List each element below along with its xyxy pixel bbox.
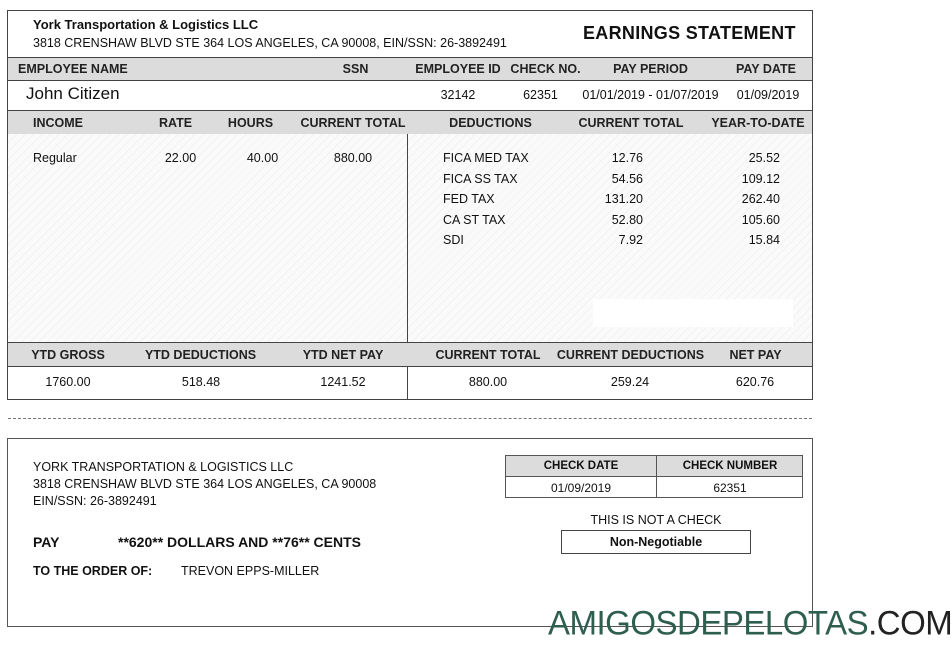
summary-header-row (7, 342, 813, 367)
deductions-current-total-header: CURRENT TOTAL (578, 115, 684, 130)
payee-name: TREVON EPPS-MILLER (181, 564, 320, 578)
deduction-current: 12.76 (611, 151, 643, 165)
deduction-label: FICA SS TAX (443, 172, 518, 186)
deductions-header: DEDUCTIONS (449, 115, 532, 130)
income-rate: 22.00 (164, 151, 197, 165)
summary-divider (407, 366, 408, 399)
document-title: EARNINGS STATEMENT (583, 23, 796, 43)
check-company-ein: EIN/SSN: 26-3892491 (33, 494, 157, 508)
check-company-name: YORK TRANSPORTATION & LOGISTICS LLC (33, 460, 294, 474)
company-header-box (7, 10, 813, 58)
summary-value-row (7, 366, 813, 400)
order-label: TO THE ORDER OF: (33, 564, 153, 578)
not-a-check-notice: THIS IS NOT A CHECK (590, 513, 722, 527)
deduction-current: 54.56 (611, 172, 643, 186)
ytd-net-pay-value: 1241.52 (320, 375, 366, 389)
check-date-label: CHECK DATE (543, 460, 619, 472)
pay-amount-words: **620** DOLLARS AND **76** CENTS (118, 534, 361, 550)
deduction-ytd: 105.60 (741, 213, 780, 227)
net-pay-value: 620.76 (735, 375, 775, 389)
current-total-summary-header: CURRENT TOTAL (435, 347, 541, 362)
tear-line (8, 418, 812, 419)
non-negotiable-text: Non-Negotiable (609, 535, 703, 549)
pay-label: PAY (33, 534, 60, 550)
ytd-gross-header: YTD GROSS (31, 347, 105, 362)
deduction-label: FED TAX (443, 192, 495, 206)
income-hours: 40.00 (246, 151, 279, 165)
deduction-ytd: 262.40 (741, 192, 780, 206)
deduction-ytd: 109.12 (741, 172, 780, 186)
check-box (7, 438, 813, 627)
income-label: Regular (33, 151, 77, 165)
hours-header: HOURS (227, 115, 274, 130)
ytd-net-pay-header: YTD NET PAY (302, 347, 384, 362)
deduction-current: 131.20 (604, 192, 643, 206)
employee-id-value: 32142 (440, 88, 476, 102)
column-divider (407, 134, 408, 342)
blank-patch (593, 299, 793, 327)
ytd-deductions-header: YTD DEDUCTIONS (144, 347, 257, 362)
ytd-gross-value: 1760.00 (45, 375, 91, 389)
deduction-ytd: 15.84 (748, 233, 780, 247)
ytd-deductions-value: 518.48 (181, 375, 221, 389)
rate-header: RATE (158, 115, 193, 130)
deduction-ytd: 25.52 (748, 151, 780, 165)
employee-value-row (7, 80, 813, 111)
current-total-value: 880.00 (468, 375, 508, 389)
check-number-value: 62351 (713, 481, 747, 495)
employee-header-row (7, 57, 813, 81)
company-name: York Transportation & Logistics LLC (33, 17, 259, 32)
current-deductions-header: CURRENT DEDUCTIONS (556, 347, 705, 362)
check-no-value: 62351 (523, 88, 558, 102)
pay-period-value: 01/01/2019 - 01/07/2019 (582, 88, 719, 102)
company-address: 3818 CRENSHAW BLVD STE 364 LOS ANGELES, CA 90008, EIN/SSN: 26-3892491 (33, 36, 507, 50)
earnings-header-row (7, 110, 813, 135)
deduction-label: CA ST TAX (443, 213, 506, 227)
income-total: 880.00 (333, 151, 373, 165)
current-deductions-value: 259.24 (610, 375, 650, 389)
check-number-label: CHECK NUMBER (682, 460, 778, 472)
income-header: INCOME (33, 115, 83, 130)
ssn-header: SSN (342, 62, 369, 76)
watermark (548, 603, 952, 643)
employee-name: John Citizen (26, 84, 120, 103)
non-negotiable-box (561, 530, 751, 554)
watermark-part1: AMIGOSDEPELOTAS (548, 603, 869, 642)
net-pay-header: NET PAY (729, 347, 782, 362)
pay-date-value: 01/09/2019 (736, 88, 800, 102)
deduction-label: SDI (443, 233, 464, 247)
pay-date-header: PAY DATE (736, 62, 796, 76)
deduction-current: 7.92 (618, 233, 643, 247)
check-no-header: CHECK NO. (510, 62, 581, 76)
current-total-header: CURRENT TOTAL (300, 115, 406, 130)
watermark-part2: .COM (868, 603, 952, 642)
check-company-address: 3818 CRENSHAW BLVD STE 364 LOS ANGELES, CA 90008 (33, 477, 377, 491)
check-info-table (505, 455, 803, 498)
employee-name-header: EMPLOYEE NAME (18, 62, 128, 76)
earnings-body (7, 134, 813, 343)
year-to-date-header: YEAR-TO-DATE (711, 115, 805, 130)
pay-period-header: PAY PERIOD (613, 62, 688, 76)
deduction-label: FICA MED TAX (443, 151, 529, 165)
check-date-value: 01/09/2019 (550, 481, 612, 495)
employee-id-header: EMPLOYEE ID (415, 62, 501, 76)
deduction-current: 52.80 (611, 213, 643, 227)
